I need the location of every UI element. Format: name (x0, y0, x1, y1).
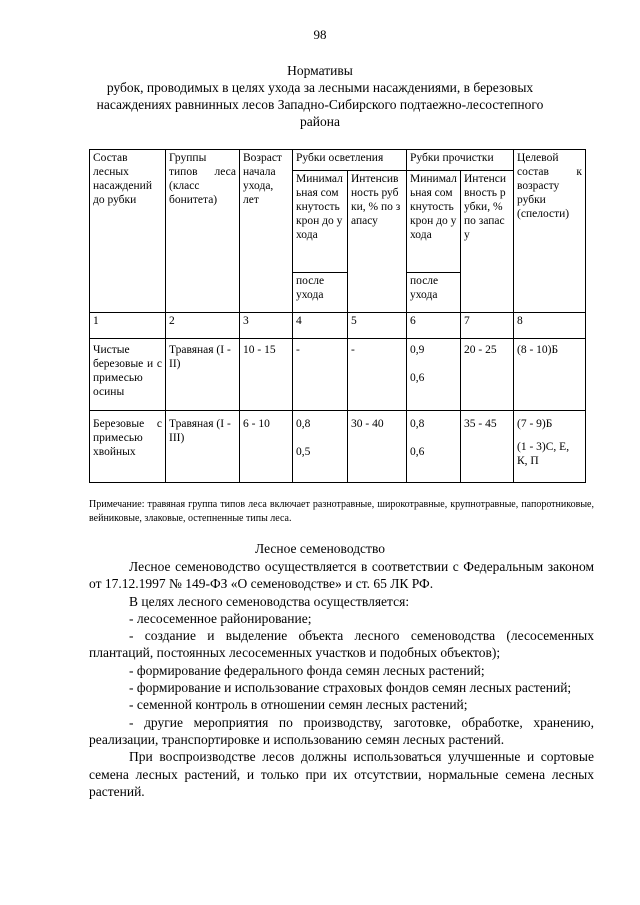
density-after: 0,5 (296, 446, 311, 458)
cell-target-composition (514, 411, 586, 483)
header-clean-intensity: Интенсивность рубки, % по запасу (461, 171, 514, 313)
list-item: - другие мероприятия по производству, заготовке, обработке, хранению, реализации, транспортировке и использованию семян лесных растений. (89, 714, 594, 747)
paragraph: В целях лесного семеноводства осуществляется: (129, 593, 410, 609)
density-before: 0,9 (410, 344, 425, 356)
title-line-3: насаждениях равнинных лесов Западно-Сибирского подтаежно-лесостепного (96, 97, 544, 112)
cell-start-age: 6 - 10 (240, 411, 293, 483)
list-item: - формирование федерального фонда семян лесных растений; (129, 662, 485, 678)
paragraph: Лесное семеноводство осуществляется в соответствии с Федеральным законом от 17.12.1997 № 149-ФЗ «О семеноводстве» и ст. 65 ЛК РФ. (89, 559, 594, 592)
cell-forest-group: Травяная (I - III) (166, 411, 240, 483)
section-body (89, 558, 594, 800)
target-admixture: (1 - 3)С, Е, К, П (517, 441, 570, 467)
list-item: - создание и выделение объекта лесного семеноводства (лесосеменных плантаций, постоянных лесосеменных участков и подобных объектов); (89, 628, 594, 661)
cell-clar-intensity: 30 - 40 (348, 411, 407, 483)
cell-clean-density (407, 411, 461, 483)
cell-clean-intensity: 20 - 25 (461, 339, 514, 411)
cell-clar-density (293, 411, 348, 483)
list-item: - лесосеменное районирование; (129, 610, 312, 626)
header-clean-min-density: Минимальная сомкнутость крон до ухода (407, 171, 461, 273)
target-main: (8 - 10)Б (517, 344, 559, 356)
column-number: 1 (90, 313, 166, 339)
density-before: - (296, 344, 300, 356)
column-number: 7 (461, 313, 514, 339)
title-line-1: Нормативы (287, 63, 353, 78)
list-item: - семенной контроль в отношении семян лесных растений; (129, 697, 468, 713)
column-number: 4 (293, 313, 348, 339)
header-clar-after-care: после ухода (293, 273, 348, 313)
density-before: 0,8 (296, 418, 311, 430)
cell-forest-group: Травяная (I - II) (166, 339, 240, 411)
cell-composition: Чистые березовые и с примесью осины (90, 339, 166, 411)
cell-clean-density (407, 339, 461, 411)
density-after: 0,6 (410, 446, 425, 458)
header-clar-min-density: Минимальная сомкнутость крон до ухода (293, 171, 348, 273)
density-before: 0,8 (410, 418, 425, 430)
cell-start-age: 10 - 15 (240, 339, 293, 411)
header-start-age: Возраст начала ухода, лет (240, 150, 293, 313)
header-clean-after-care: после ухода (407, 273, 461, 313)
column-number: 3 (240, 313, 293, 339)
density-after: 0,6 (410, 372, 425, 384)
cell-composition: Березовые с примесью хвойных (90, 411, 166, 483)
column-number: 2 (166, 313, 240, 339)
column-number-row (90, 313, 586, 339)
norms-table (89, 149, 586, 483)
cell-clean-intensity: 35 - 45 (461, 411, 514, 483)
cell-clar-density (293, 339, 348, 411)
paragraph: При воспроизводстве лесов должны использоваться улучшенные и сортовые семена лесных растений, и только при их отсутствии, нормальные семена лесных растений. (89, 749, 594, 799)
header-target-composition: Целевой состав к возрасту рубки (спелости) (514, 150, 586, 313)
column-number: 6 (407, 313, 461, 339)
page-number: 98 (313, 27, 327, 42)
column-number: 5 (348, 313, 407, 339)
title-line-4: района (300, 114, 340, 129)
title-line-2: рубок, проводимых в целях ухода за лесными насаждениями, в березовых (106, 80, 534, 95)
document-title (80, 62, 560, 130)
table-note: Примечание: травяная группа типов леса включает разнотравные, широкотравные, крупнотравные, папоротниковые, вейниковые, злаковые, остепненные типы леса. (89, 499, 594, 524)
header-composition: Состав лесных насаждений до рубки (90, 150, 166, 313)
table-row (90, 411, 586, 483)
column-number: 8 (514, 313, 586, 339)
cell-clar-intensity: - (348, 339, 407, 411)
header-clarification-cuttings: Рубки осветления (293, 150, 407, 171)
list-item: - формирование и использование страховых фондов семян лесных растений; (129, 680, 572, 696)
section-title: Лесное семеноводство (255, 541, 385, 556)
header-cleaning-cuttings: Рубки прочистки (407, 150, 514, 171)
table-row (90, 339, 586, 411)
header-clar-intensity: Интенсивность рубки, % по запасу (348, 171, 407, 313)
cell-target-composition (514, 339, 586, 411)
target-main: (7 - 9)Б (517, 418, 553, 430)
header-forest-groups: Группы типов леса (класс бонитета) (166, 150, 240, 313)
